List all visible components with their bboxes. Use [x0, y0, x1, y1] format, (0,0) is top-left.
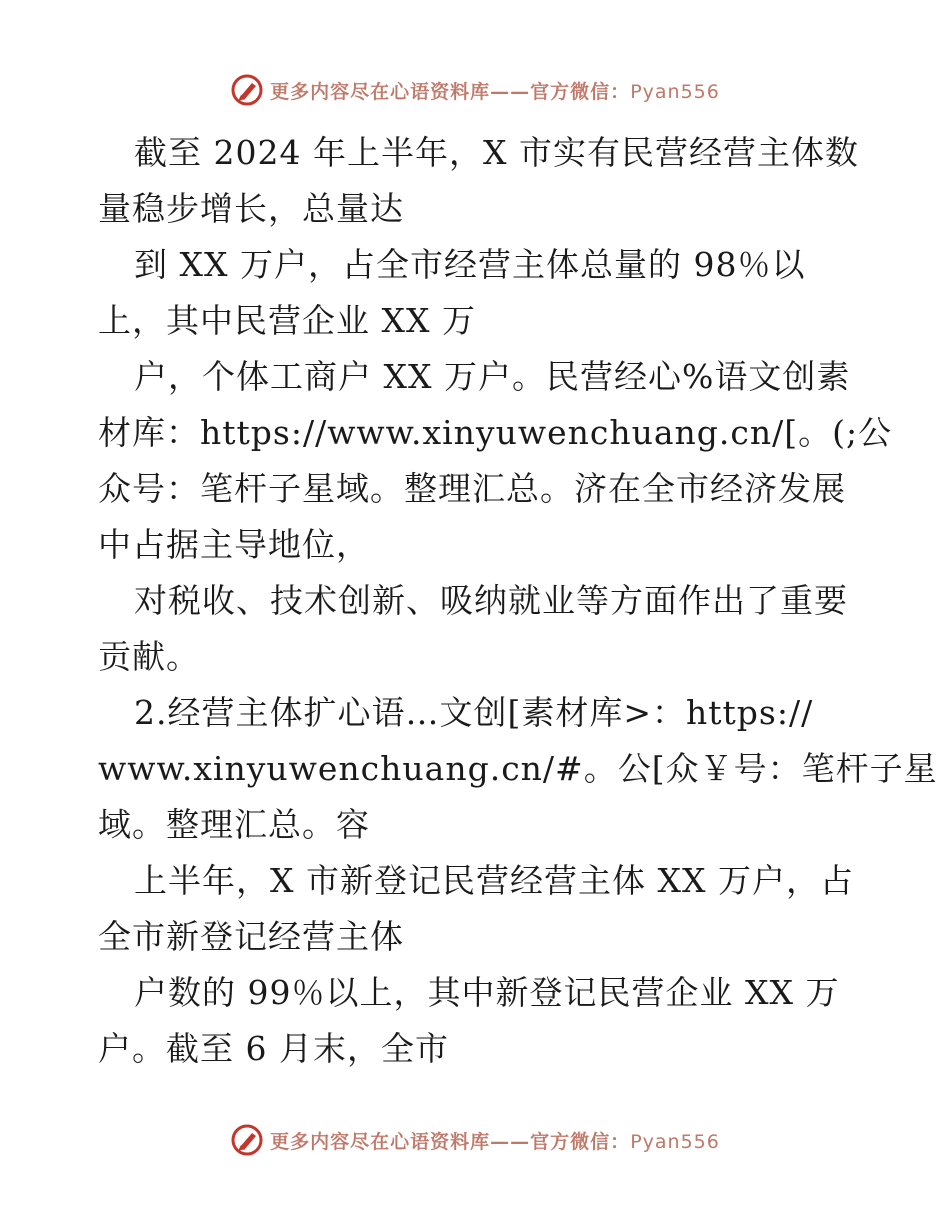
body-line: 户数的 99％以上，其中新登记民营企业 XX 万: [134, 973, 840, 1012]
pen-nib-circle-icon: [230, 73, 264, 107]
footer-separator: ——: [490, 1130, 531, 1153]
body-line: 截至 2024 年上半年，X 市实有民营经营主体数: [134, 133, 859, 172]
body-line: 户。截至 6 月末，全市: [98, 1029, 449, 1068]
header-banner: [0, 70, 950, 110]
footer-banner: [0, 1120, 950, 1160]
footer-wechat-id: Pyan556: [630, 1130, 720, 1153]
body-line: 到 XX 万户，占全市经营主体总量的 98％以: [134, 245, 806, 284]
pen-nib-circle-icon: [230, 1123, 264, 1157]
body-line: 量稳步增长，总量达: [98, 189, 404, 228]
footer-wechat-label: 官方微信：: [530, 1130, 631, 1153]
header-site-name: 更多内容尽在心语资料库: [270, 80, 491, 103]
body-line: 上，其中民营企业 XX 万: [98, 301, 476, 340]
header-wechat-id: Pyan556: [630, 80, 720, 103]
body-line: www.xinyuwenchuang.cn/#。公[众￥号：笔杆子星: [98, 749, 938, 788]
footer-site-name: 更多内容尽在心语资料库: [270, 1130, 491, 1153]
body-line: 中占据主导地位，: [98, 525, 370, 564]
body-line: 材库：https://www.xinyuwenchuang.cn/[。(;公: [98, 413, 893, 452]
body-line: 2.经营主体扩心语…文创[素材库>：https://: [134, 693, 814, 732]
footer-banner-text: [270, 1127, 720, 1154]
header-separator: ——: [490, 80, 531, 103]
document-body: [98, 125, 938, 1077]
body-line: 众号：笔杆子星域。整理汇总。济在全市经济发展: [98, 469, 846, 508]
body-line: 对税收、技术创新、吸纳就业等方面作出了重要: [134, 581, 848, 620]
header-banner-text: [270, 77, 720, 104]
body-line: 全市新登记经营主体: [98, 917, 404, 956]
header-wechat-label: 官方微信：: [530, 80, 631, 103]
body-line: 域。整理汇总。容: [98, 805, 370, 844]
body-line: 户，个体工商户 XX 万户。民营经心%语文创素: [134, 357, 851, 396]
body-line: 上半年，X 市新登记民营经营主体 XX 万户，占: [134, 861, 854, 900]
body-line: 贡献。: [98, 637, 200, 676]
